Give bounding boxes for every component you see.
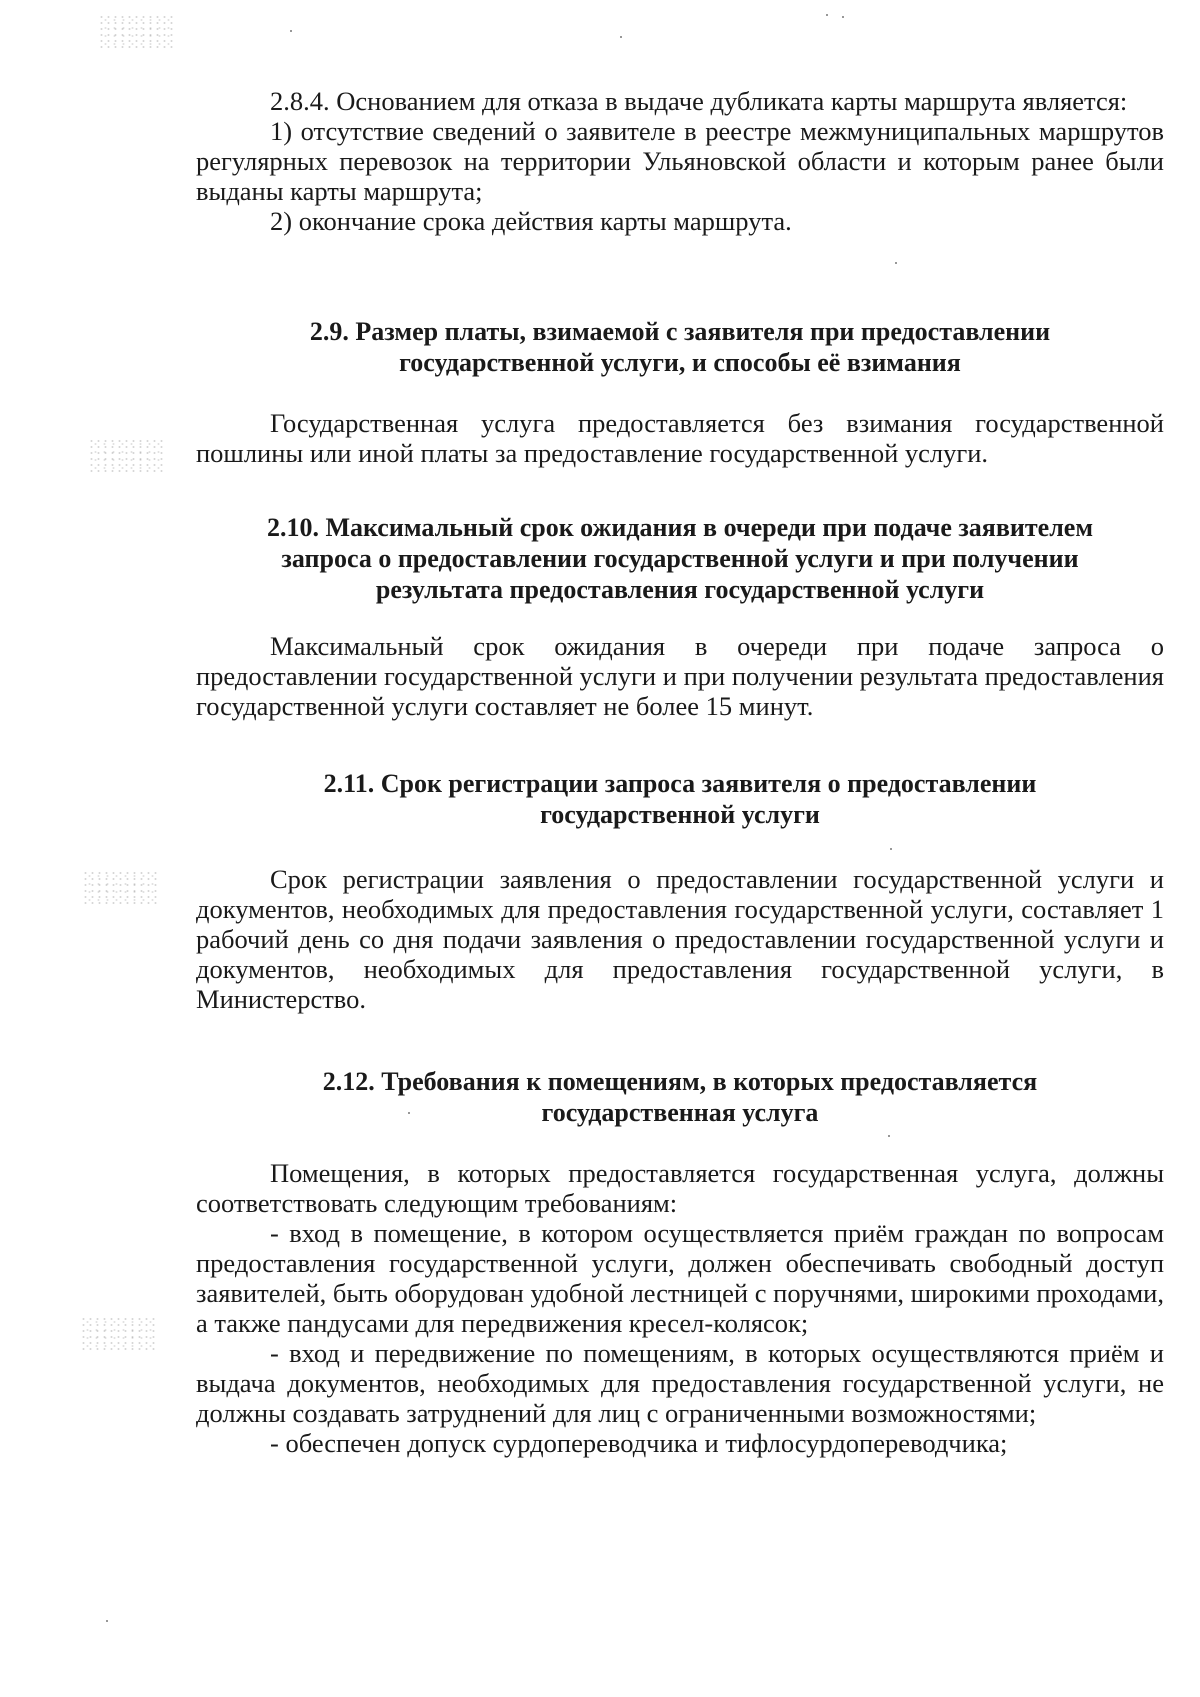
paragraph: 2.8.4. Основанием для отказа в выдаче дубликата карты маршрута является:: [270, 86, 1128, 116]
scan-speck: [842, 16, 844, 18]
section-heading: 2.12. Требования к помещениям, в которых предоставляется государственная услуга: [322, 1067, 1038, 1127]
section-heading: 2.11. Срок регистрации запроса заявителя о предоставлении государственной услуги: [323, 769, 1037, 829]
scan-noise: [88, 438, 166, 472]
scan-noise: [82, 870, 160, 904]
section-2-10: [196, 512, 1164, 721]
section-2-9: [196, 316, 1164, 468]
section-heading: 2.9. Размер платы, взимаемой с заявителя при предоставлении государственной услуги, и способы её взимания: [309, 317, 1051, 377]
list-item: - вход и передвижение по помещениям, в которых осуществляются приём и выдача документов, необходимых для предоставления государственной услуги, не должны создавать затруднений для лиц с ограниченными возможностями;: [196, 1338, 1164, 1428]
paragraph: Помещения, в которых предоставляется государственная услуга, должны соответствовать следующим требованиям:: [196, 1158, 1164, 1218]
list-item: - обеспечен допуск сурдопереводчика и тифлосурдопереводчика;: [270, 1428, 1008, 1458]
paragraph: Государственная услуга предоставляется без взимания государственной пошлины или иной платы за предоставление государственной услуги.: [196, 408, 1164, 468]
section-2-12: [196, 1066, 1164, 1458]
scan-speck: [106, 1620, 108, 1622]
scan-speck: [620, 36, 622, 38]
section-2-11: [196, 768, 1164, 1014]
list-item: - вход в помещение, в котором осуществляется приём граждан по вопросам предоставления государственной услуги, должен обеспечивать свободный доступ заявителей, быть оборудован удобной лестницей с поручнями, широкими проходами, а также пандусами для передвижения кресел-колясок;: [196, 1218, 1164, 1338]
paragraph: Максимальный срок ожидания в очереди при подаче запроса о предоставлении государственной услуги и при получении результата предоставления государственной услуги составляет не более 15 минут.: [196, 631, 1164, 721]
scan-speck: [826, 14, 828, 16]
scan-speck: [895, 262, 897, 264]
section-heading: 2.10. Максимальный срок ожидания в очереди при подаче заявителем запроса о предоставлении государственной услуги и при получении результата предоставления государственной услуги: [266, 513, 1094, 604]
list-item: 2) окончание срока действия карты маршрута.: [270, 206, 792, 236]
paragraph: Срок регистрации заявления о предоставлении государственной услуги и документов, необходимых для предоставления государственной услуги, составляет 1 рабочий день со дня подачи заявления о предоставлении государственной услуги и документов, необходимых для предоставления государственной услуги, в Министерство.: [196, 864, 1164, 1014]
section-2-8-4: [196, 86, 1164, 236]
list-item: 1) отсутствие сведений о заявителе в реестре межмуниципальных маршрутов регулярных перевозок на территории Ульяновской области и которым ранее были выданы карты маршрута;: [196, 116, 1164, 206]
scan-speck: [290, 30, 292, 32]
scan-noise: [80, 1316, 158, 1350]
scan-noise: [98, 14, 176, 48]
